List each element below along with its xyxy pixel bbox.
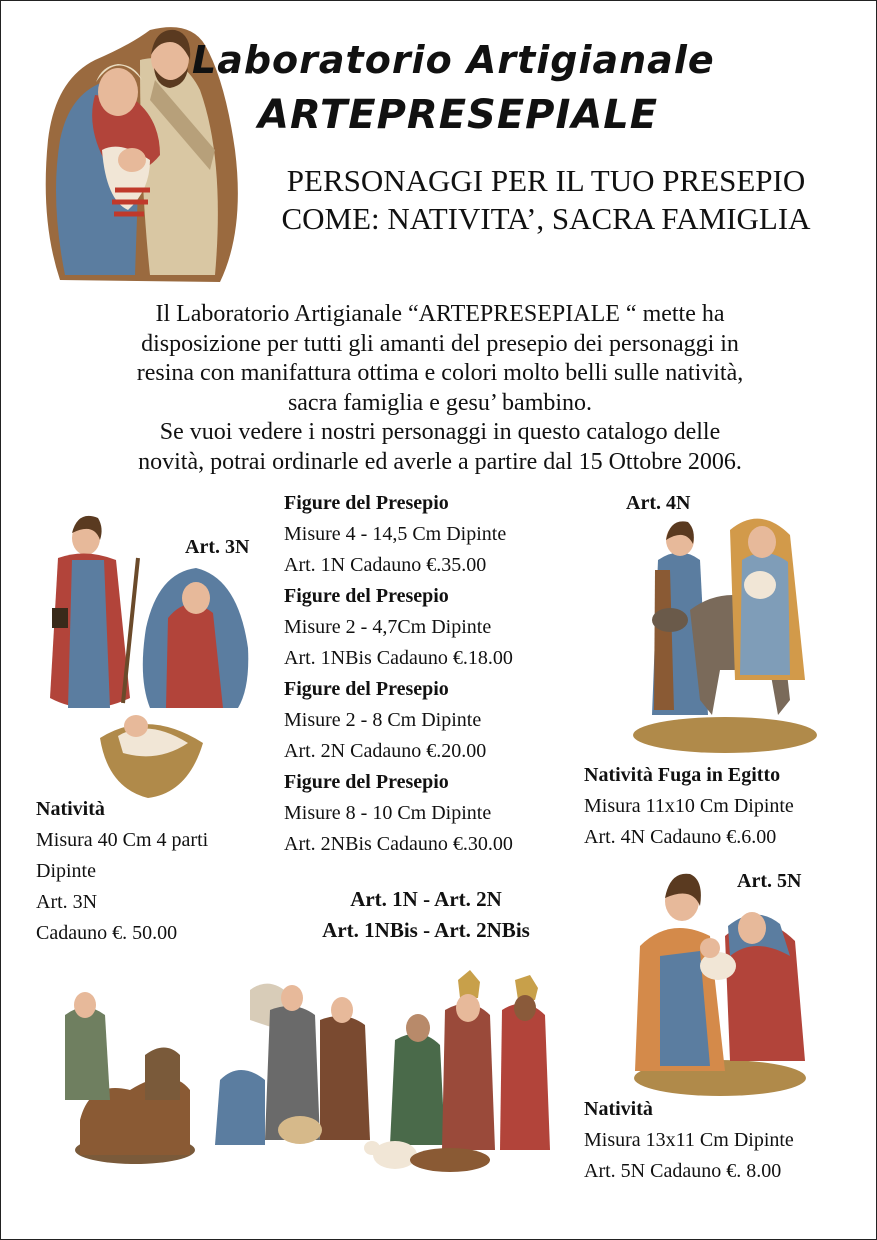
product-price: Art. 2N Cadauno €.20.00: [284, 740, 487, 762]
intro-line: sacra famiglia e gesu’ bambino.: [287, 389, 593, 416]
product-size: Misure 4 - 14,5 Cm Dipinte: [284, 523, 507, 545]
subtitle-line-1: PERSONAGGI PER IL TUO PRESEPIO: [286, 163, 806, 198]
intro-line: resina con manifattura ottima e colori molto belli sulle natività,: [136, 360, 744, 386]
art-4n-flight-to-egypt-image: [630, 500, 825, 755]
art-3n-description: [36, 794, 276, 949]
art-4n-line: Art. 4N Cadauno €.6.00: [584, 826, 777, 848]
intro-line: disposizione per tutti gli amanti del presepio dei personaggi in: [141, 330, 739, 357]
art-4n-description: [584, 760, 869, 853]
art-3n-name: Natività: [36, 798, 105, 820]
product-heading: Figure del Presepio: [284, 585, 449, 607]
center-caption-line-2: Art. 1NBis - Art. 2NBis: [322, 918, 530, 942]
product-size: Misure 2 - 8 Cm Dipinte: [284, 709, 482, 731]
art-5n-name: Natività: [584, 1098, 653, 1120]
intro-line: Se vuoi vedere i nostri personaggi in questo catalogo delle: [159, 419, 721, 445]
art-3n-line: Dipinte: [36, 860, 96, 882]
art-4n-line: Misura 11x10 Cm Dipinte: [584, 795, 794, 817]
art-3n-line: Cadauno €. 50.00: [36, 922, 178, 944]
art-5n-nativity-image: [630, 866, 810, 1098]
art-3n-label: Art. 3N: [185, 536, 250, 558]
center-caption: [286, 884, 566, 946]
product-heading: Figure del Presepio: [284, 492, 449, 514]
title-line-1: Laboratorio Artigianale: [192, 38, 715, 82]
subtitle-line-2: COME: NATIVITA’, SACRA FAMIGLIA: [281, 201, 811, 236]
intro-paragraph: [30, 300, 850, 477]
product-size: Misure 2 - 4,7Cm Dipinte: [284, 616, 492, 638]
art-5n-description: [584, 1094, 869, 1187]
center-product-list: [284, 488, 584, 860]
product-price: Art. 1NBis Cadauno €.18.00: [284, 647, 513, 669]
intro-line: Il Laboratorio Artigianale “ARTEPRESEPIALE “ mette ha: [155, 301, 725, 327]
product-price: Art. 1N Cadauno €.35.00: [284, 554, 487, 576]
art-3n-line: Art. 3N: [36, 891, 98, 913]
art-5n-label: Art. 5N: [737, 870, 802, 892]
product-heading: Figure del Presepio: [284, 771, 449, 793]
title-line-2: ARTEPRESEPIALE: [258, 92, 659, 138]
art-4n-label: Art. 4N: [626, 492, 691, 514]
product-heading: Figure del Presepio: [284, 678, 449, 700]
center-caption-line-1: Art. 1N - Art. 2N: [350, 887, 502, 911]
product-price: Art. 2NBis Cadauno €.30.00: [284, 833, 513, 855]
nativity-figures-set-image: [50, 970, 570, 1180]
product-size: Misure 8 - 10 Cm Dipinte: [284, 802, 492, 824]
art-3n-line: Misura 40 Cm 4 parti: [36, 829, 209, 851]
art-5n-line: Misura 13x11 Cm Dipinte: [584, 1129, 794, 1151]
art-5n-line: Art. 5N Cadauno €. 8.00: [584, 1160, 782, 1182]
intro-line: novità, potrai ordinarle ed averle a partire dal 15 Ottobre 2006.: [138, 448, 742, 475]
art-4n-name: Natività Fuga in Egitto: [584, 764, 781, 786]
